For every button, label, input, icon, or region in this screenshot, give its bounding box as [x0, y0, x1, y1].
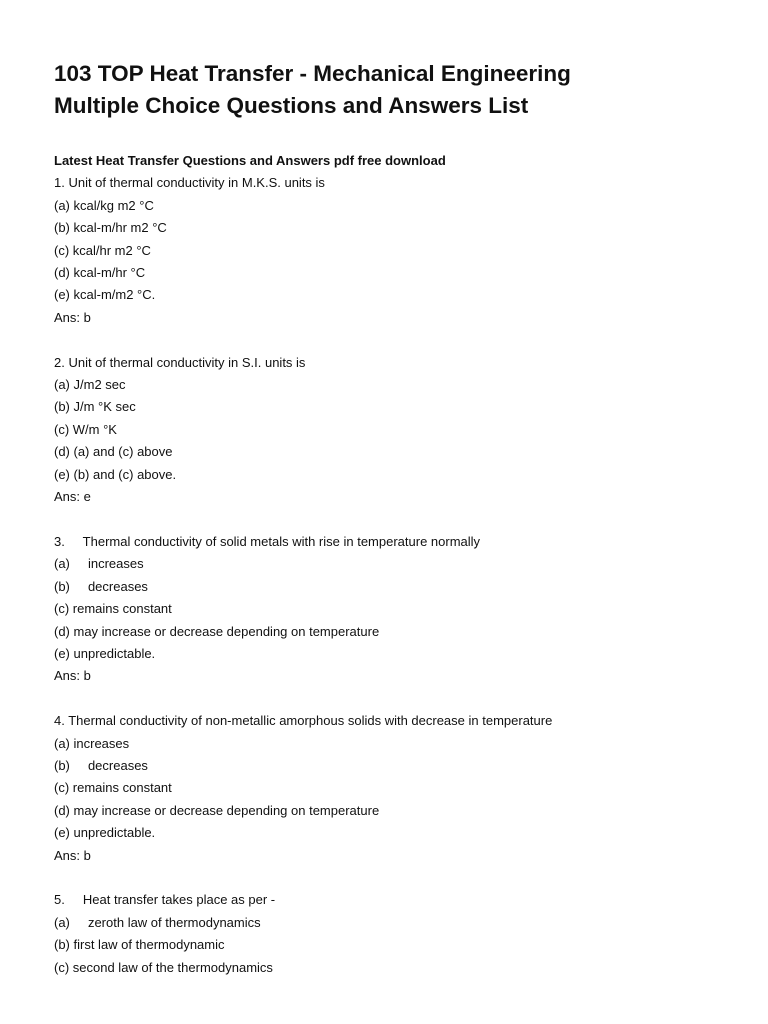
- question-2-answer: Ans: e: [54, 489, 91, 505]
- question-2-option-b: (b) J/m °K sec: [54, 399, 136, 415]
- question-3-option-e: (e) unpredictable.: [54, 645, 156, 661]
- document-page: [54, 58, 744, 1001]
- question-3-option-c: (c) remains constant: [54, 601, 172, 617]
- title-line-1: 103 TOP Heat Transfer - Mechanical Engineering: [54, 61, 571, 86]
- question-4-option-b: (b) decreases: [54, 757, 148, 773]
- question-5-text: 5. Heat transfer takes place as per -: [54, 892, 276, 908]
- section-subtitle: Latest Heat Transfer Questions and Answers pdf free download: [54, 153, 446, 168]
- question-5-option-a: (a) zeroth law of thermodynamics: [54, 914, 261, 930]
- question-4-option-a: (a) increases: [54, 735, 130, 751]
- question-4-option-e: (e) unpredictable.: [54, 825, 156, 841]
- question-2: [54, 352, 744, 509]
- question-4-text: 4. Thermal conductivity of non-metallic amorphous solids with decrease in temperature: [54, 713, 553, 729]
- question-3: [54, 531, 744, 688]
- question-3-text: 3. Thermal conductivity of solid metals with rise in temperature normally: [54, 533, 481, 549]
- question-1-option-c: (c) kcal/hr m2 °C: [54, 242, 151, 258]
- question-1-option-e: (e) kcal-m/m2 °C.: [54, 287, 156, 303]
- question-2-text: 2. Unit of thermal conductivity in S.I. units is: [54, 354, 306, 370]
- question-1-answer: Ans: b: [54, 309, 91, 325]
- question-2-option-c: (c) W/m °K: [54, 421, 117, 437]
- question-3-option-b: (b) decreases: [54, 578, 148, 594]
- question-2-option-e: (e) (b) and (c) above.: [54, 466, 177, 482]
- question-2-option-d: (d) (a) and (c) above: [54, 444, 173, 460]
- question-4-option-d: (d) may increase or decrease depending on temperature: [54, 802, 380, 818]
- question-5: [54, 889, 744, 979]
- title-line-2: Multiple Choice Questions and Answers List: [54, 93, 529, 118]
- question-4-answer: Ans: b: [54, 847, 91, 863]
- question-3-answer: Ans: b: [54, 668, 91, 684]
- question-3-option-d: (d) may increase or decrease depending on temperature: [54, 623, 380, 639]
- question-4-option-c: (c) remains constant: [54, 780, 172, 796]
- question-5-option-c: (c) second law of the thermodynamics: [54, 959, 273, 975]
- page-title: [54, 58, 744, 122]
- question-4: [54, 710, 744, 867]
- question-2-option-a: (a) J/m2 sec: [54, 377, 126, 393]
- question-1-option-b: (b) kcal-m/hr m2 °C: [54, 220, 167, 236]
- question-1: [54, 172, 744, 329]
- question-1-option-d: (d) kcal-m/hr °C: [54, 265, 146, 281]
- question-1-text: 1. Unit of thermal conductivity in M.K.S. units is: [54, 175, 325, 191]
- question-1-option-a: (a) kcal/kg m2 °C: [54, 197, 154, 213]
- question-3-option-a: (a) increases: [54, 556, 144, 572]
- question-5-option-b: (b) first law of thermodynamic: [54, 937, 225, 953]
